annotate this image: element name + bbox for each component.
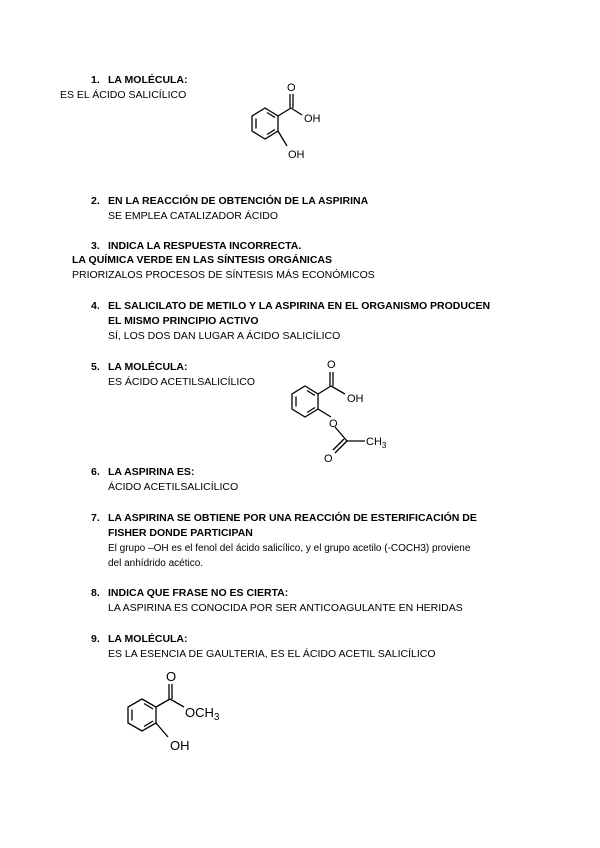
question-title: LA MOLÉCULA: <box>108 361 188 373</box>
question-title: INDICA QUE FRASE NO ES CIERTA: <box>108 587 289 599</box>
question-title-line-2: FISHER DONDE PARTICIPAN <box>108 527 253 539</box>
carbonyl-o-label: O <box>287 82 296 94</box>
carbonyl-o-label: O <box>327 359 336 371</box>
question-number: 1. <box>91 74 100 86</box>
answer-text: ES EL ÁCIDO SALICÍLICO <box>60 89 187 101</box>
answer-text: PRIORIZALOS PROCESOS DE SÍNTESIS MÁS ECONÓMICOS <box>72 269 375 281</box>
question-title-line-1: EL SALICILATO DE METILO Y LA ASPIRINA EN EL ORGANISMO PRODUCEN <box>108 300 491 312</box>
answer-text: ES LA ESENCIA DE GAULTERIA, ES EL ÁCIDO ACETIL SALICÍLICO <box>108 648 436 660</box>
question-title: INDICA LA RESPUESTA INCORRECTA. <box>108 240 302 252</box>
question-title-line-1: LA ASPIRINA SE OBTIENE POR UNA REACCIÓN DE ESTERIFICACIÓN DE <box>108 512 477 524</box>
question-title: LA ASPIRINA ES: <box>108 466 195 478</box>
phenol-oh-label: OH <box>170 738 190 753</box>
question-title: LA MOLÉCULA: <box>108 633 188 645</box>
ester-o-label: O <box>329 418 338 430</box>
question-subtitle: LA QUÍMICA VERDE EN LAS SÍNTESIS ORGÁNICAS <box>72 254 332 266</box>
acid-oh-label: OH <box>304 113 321 125</box>
question-number: 8. <box>91 587 100 599</box>
question-number: 5. <box>91 361 100 373</box>
question-number: 6. <box>91 466 100 478</box>
answer-text-line-2: del anhídrido acético. <box>108 558 204 569</box>
answer-text: SÍ, LOS DOS DAN LUGAR A ÁCIDO SALICÍLICO <box>108 330 341 342</box>
question-number: 9. <box>91 633 100 645</box>
answer-text: LA ASPIRINA ES CONOCIDA POR SER ANTICOAGULANTE EN HERIDAS <box>108 602 463 614</box>
ester-och3-label: $OCH_3$ <box>185 705 220 723</box>
question-title: LA MOLÉCULA: <box>108 74 188 86</box>
methyl-label: $CH_3$ <box>366 436 387 450</box>
question-title-line-2: EL MISMO PRINCIPIO ACTIVO <box>108 315 259 327</box>
question-number: 4. <box>91 300 100 312</box>
acetyl-o-label: O <box>324 453 333 465</box>
answer-text: ES ÁCIDO ACETILSALICÍLICO <box>108 376 256 388</box>
acetylsalicylic-acid-structure <box>285 355 395 467</box>
answer-text: ÁCIDO ACETILSALICÍLICO <box>108 481 239 493</box>
question-number: 7. <box>91 512 100 524</box>
methyl-salicylate-structure <box>110 668 250 760</box>
phenol-oh-label: OH <box>288 149 305 161</box>
answer-text-line-1: El grupo –OH es el fenol del ácido salicílico, y el grupo acetilo (-COCH3) proviene <box>108 543 471 554</box>
acid-oh-label: OH <box>347 393 364 405</box>
answer-text: SE EMPLEA CATALIZADOR ÁCIDO <box>108 210 278 222</box>
question-number: 2. <box>91 195 100 207</box>
question-number: 3. <box>91 240 100 252</box>
salicylic-acid-structure <box>225 75 335 165</box>
question-title: EN LA REACCIÓN DE OBTENCIÓN DE LA ASPIRINA <box>108 195 369 207</box>
carbonyl-o-label: O <box>166 669 177 684</box>
